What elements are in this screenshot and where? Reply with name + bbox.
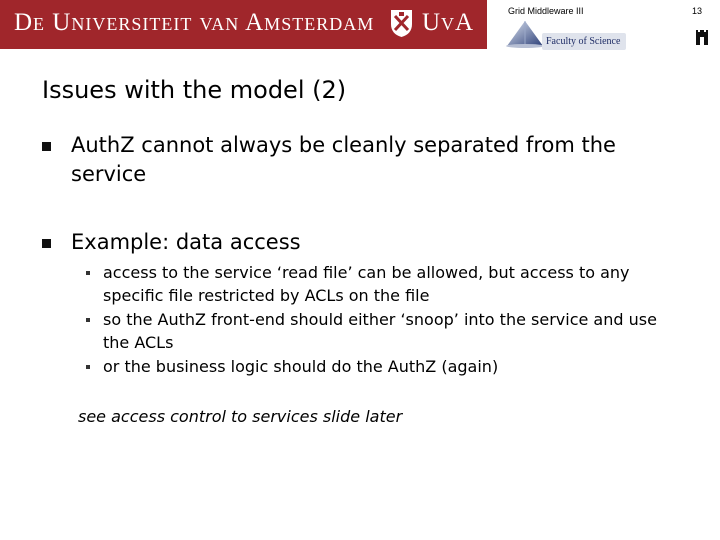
sub-bullet-item — [86, 261, 686, 307]
square-bullet-icon — [42, 142, 51, 151]
sub-bullet-item — [86, 308, 686, 354]
bullet-item — [42, 228, 682, 257]
sub-bullet-text: or the business logic should do the AuthZ (again) — [103, 357, 499, 376]
page-number: 13 — [692, 6, 703, 16]
small-square-bullet-icon — [86, 365, 90, 369]
bullet-text: AuthZ cannot always be cleanly separated from the service — [71, 133, 616, 186]
slide-title: Issues with the model (2) — [42, 76, 347, 104]
small-square-bullet-icon — [86, 318, 90, 322]
castle-logo-icon — [695, 28, 709, 46]
uva-acronym: UvA — [422, 9, 475, 36]
bullet-item — [42, 131, 682, 189]
bullet-text: Example: data access — [71, 230, 301, 254]
sub-bullet-text: so the AuthZ front-end should either ‘snoop’ into the service and use the ACLs — [103, 310, 657, 352]
slide-note: see access control to services slide later — [78, 407, 403, 426]
sub-bullet-text: access to the service ‘read file’ can be allowed, but access to any specific file restricted by ACLs on the file — [103, 263, 630, 305]
faculty-label: Faculty of Science — [542, 33, 626, 50]
square-bullet-icon — [42, 239, 51, 248]
uva-crest-icon — [389, 8, 414, 38]
header-banner — [0, 0, 487, 49]
course-title: Grid Middleware III — [508, 6, 584, 16]
sub-bullet-item — [86, 355, 686, 378]
pyramid-logo-icon — [505, 20, 545, 48]
institution-name: De Universiteit van Amsterdam — [14, 9, 375, 36]
small-square-bullet-icon — [86, 271, 90, 275]
